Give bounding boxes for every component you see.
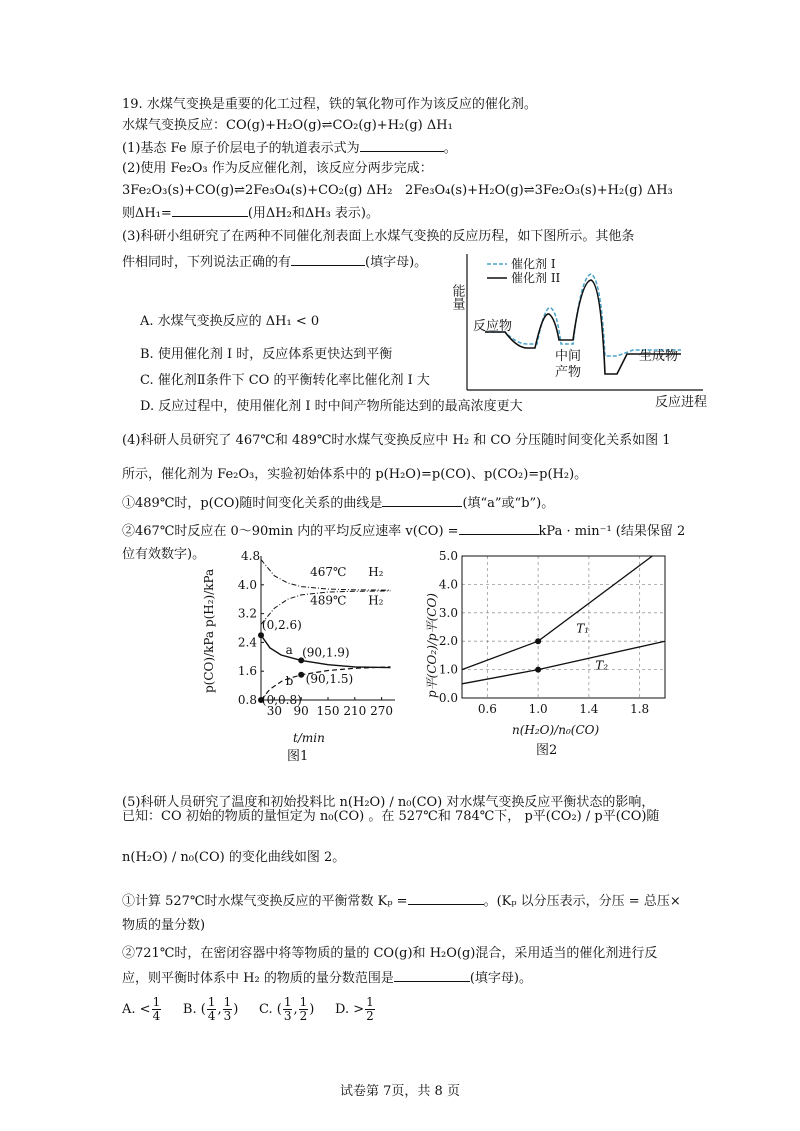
answer-blank[interactable] — [459, 521, 539, 535]
fig2-axes — [462, 556, 665, 698]
answer-blank[interactable] — [394, 968, 470, 982]
answer-blank[interactable] — [291, 252, 365, 266]
option-b: B. ( $\frac{1}{4}$ , $\frac{1}{3}$ ) — [182, 995, 243, 1023]
part5-line3: n(H₂O) / n₀(CO) 的变化曲线如图 2。 — [122, 850, 346, 865]
part5-options — [122, 992, 376, 1028]
fig1-top-tick: 4.8 — [241, 549, 261, 563]
question-intro: 19. 水煤气变换是重要的化工过程，铁的氧化物可作为该反应的催化剂。 — [122, 97, 537, 112]
fig1-series2-gas: H₂ — [368, 593, 384, 608]
curve-catalyst-1 — [485, 274, 681, 356]
fig2-series-line — [462, 641, 665, 684]
fig2-ylabel: p平(CO₂)/p平(CO) — [425, 593, 439, 698]
part5-line1: (5)科研人员研究了温度和初始投料比 n(H₂O) / n₀(CO) 对水煤气变换反应平衡状态的影响， — [122, 795, 655, 810]
fig2-y-tick-label: 1.0 — [438, 662, 458, 677]
fig1-x-tick-label: 210 — [343, 704, 367, 718]
answer-blank[interactable] — [360, 138, 444, 152]
page-footer: 试卷第 7页，共 8 页 — [340, 1084, 460, 1099]
fig1-data-point — [298, 672, 304, 678]
fig2-y-tick-label: 4.0 — [438, 577, 458, 592]
part3-option-b: B. 使用催化剂 I 时，反应体系更快达到平衡 — [140, 347, 393, 362]
part4-line1: (4)科研人员研究了 467℃和 489℃时水煤气变换反应中 H₂ 和 CO 分压随时间变化关系如图 1 — [122, 433, 671, 448]
part3-option-d: D. 反应过程中，使用催化剂 I 时中间产物所能达到的最高浓度更大 — [140, 399, 523, 414]
part5-q2-line2: 应，则平衡时体系中 H₂ 的物质的量分数范围是 (填字母)。 — [122, 968, 532, 988]
fig2-x-tick-label: 1.4 — [579, 702, 599, 716]
fig1-ylabel: p(CO)/kPa p(H₂)/kPa — [202, 568, 216, 693]
fig1-curve-a-label: a — [285, 642, 293, 657]
label-intermediate-1: 中间 — [555, 349, 582, 364]
label-intermediate-2: 产物 — [555, 365, 582, 380]
part3-line1: (3)科研小组研究了在两种不同催化剂表面上水煤气变换的反应历程，如下图所示。其他条 — [122, 229, 635, 244]
question-number: 19. — [122, 97, 143, 112]
part4-q2: ②467℃时反应在 0～90min 内的平均反应速率 v(CO) = kPa · min⁻¹ (结果保留 2 — [122, 521, 685, 541]
legend-cat1: 催化剂 I — [511, 257, 556, 271]
part3-option-a: A. 水煤气变换反应的 ΔH₁ < 0 — [140, 314, 320, 329]
fig2-x-tick-label: 1.8 — [630, 702, 650, 716]
fig2-lines — [462, 556, 665, 684]
fig2-y-tick-label: 0.0 — [438, 691, 458, 705]
fig1-point-label: (90,1.9) — [302, 645, 350, 660]
part5-q2-line1: ②721℃时，在密闭容器中将等物质的量的 CO(g)和 H₂O(g)混合，采用适当的催化剂进行反 — [122, 946, 658, 961]
fig1-series2-temp: 489℃ — [310, 593, 347, 608]
fig2-title: 图2 — [536, 743, 558, 758]
option-d: D. > $\frac{1}{2}$ — [334, 995, 374, 1023]
energy-ylabel: 能量 — [449, 284, 465, 310]
fig2-series-label-t2: T₂ — [595, 658, 609, 673]
figure-2-chart — [400, 548, 690, 768]
step1-equation: 3Fe₂O₃(s)+CO(g)⇌2Fe₃O₄(s)+CO₂(g) ΔH₂ — [122, 183, 393, 198]
figure-1-chart — [202, 548, 405, 768]
fig2-y-tick-label: 3.0 — [438, 605, 458, 620]
fig1-y-tick-label: 3.2 — [237, 606, 257, 621]
fig2-data-point — [535, 638, 541, 644]
fig1-y-tick-label: 4.0 — [237, 577, 257, 592]
step2-equation: 2Fe₃O₄(s)+H₂O(g)⇌3Fe₂O₃(s)+H₂(g) ΔH₃ — [405, 183, 673, 198]
fig1-data-point — [258, 632, 264, 638]
answer-blank[interactable] — [382, 493, 462, 507]
energy-diagram — [449, 248, 715, 410]
fig1-y-tick-label: 1.6 — [237, 664, 257, 679]
fig1-curve-b-label: b — [285, 673, 294, 688]
part5-line2: 已知：CO 初始的物质的量恒定为 n₀(CO) 。在 527℃和 784℃下， p平(CO₂) / p平(CO)随 — [122, 809, 660, 824]
fig2-xlabel: n(H₂O)/n₀(CO) — [512, 723, 600, 737]
part4-q2-end: 位有效数字)。 — [122, 547, 206, 562]
fig2-frame — [462, 556, 665, 698]
fig1-x-tick-label: 30 — [266, 704, 283, 718]
legend-cat2: 催化剂 II — [511, 271, 561, 285]
part3-option-c: C. 催化剂Ⅱ条件下 CO 的平衡转化率比催化剂 I 大 — [140, 373, 430, 388]
fig1-x-tick-label: 90 — [293, 704, 309, 718]
fig1-series1-temp: 467℃ — [310, 564, 347, 579]
reaction-equation: 水煤气变换反应：CO(g)+H₂O(g)⇌CO₂(g)+H₂(g) ΔH₁ — [122, 118, 453, 133]
fig1-y-tick-label: 0.8 — [237, 693, 257, 707]
fig1-point-label: (90,1.5) — [305, 671, 354, 686]
fig1-y-tick-label: 2.4 — [237, 635, 257, 650]
fig1-title: 图1 — [287, 749, 309, 764]
fig2-y-tick-label: 5.0 — [438, 549, 458, 563]
part1: (1)基态 Fe 原子价层电子的轨道表示式为 。 — [122, 138, 457, 158]
fig1-x-tick-label: 150 — [316, 704, 340, 718]
fig2-points — [535, 638, 541, 672]
fig2-series-line — [462, 556, 652, 670]
label-reactant: 反应物 — [473, 319, 513, 334]
fig2-y-tick-label: 2.0 — [438, 634, 458, 649]
fig2-data-point — [535, 667, 541, 673]
fig2-x-tick-label: 1.0 — [528, 702, 548, 716]
part3-line2: 件相同时，下列说法正确的有 (填字母)。 — [122, 252, 427, 272]
part5-q1: ①计算 527℃时水煤气变换反应的平衡常数 Kₚ = 。(Kₚ 以分压表示，分压 = 总压× — [122, 891, 681, 911]
fig1-series1-gas: H₂ — [368, 564, 384, 579]
answer-blank[interactable] — [408, 891, 484, 905]
fig1-x-tick-label: 270 — [370, 704, 394, 718]
part2: (2)使用 Fe₂O₃ 作为反应催化剂，该反应分两步完成： — [122, 161, 433, 176]
fig1-xlabel: t/min — [293, 731, 325, 745]
part5-q1-end: 物质的量分数) — [122, 918, 206, 933]
part4-line2: 所示，催化剂为 Fe₂O₃，实验初始体系中的 p(H₂O)=p(CO)、p(CO₂)=p(H₂)。 — [122, 467, 588, 482]
label-product: 生成物 — [639, 349, 679, 364]
energy-xlabel: 反应进程 — [655, 395, 708, 410]
option-a: A. < $\frac{1}{4}$ — [122, 995, 161, 1023]
fig1-point-label: (0,2.6) — [261, 618, 302, 633]
answer-blank[interactable] — [172, 203, 248, 217]
fig1-point-label: (0,0.8) — [261, 693, 302, 707]
part4-q1: ①489℃时，p(CO)随时间变化关系的曲线是 (填“a”或“b”)。 — [122, 493, 554, 513]
fig2-x-tick-label: 0.6 — [477, 702, 497, 716]
fig2-grid — [462, 556, 665, 698]
fig2-ticks — [439, 549, 649, 716]
option-c: C. ( $\frac{1}{3}$ , $\frac{1}{2}$ ) — [258, 995, 319, 1023]
fig2-series-label-t1: T₁ — [576, 621, 590, 636]
part2-ask: 则ΔH₁= (用ΔH₂和ΔH₃ 表示)。 — [122, 203, 379, 223]
